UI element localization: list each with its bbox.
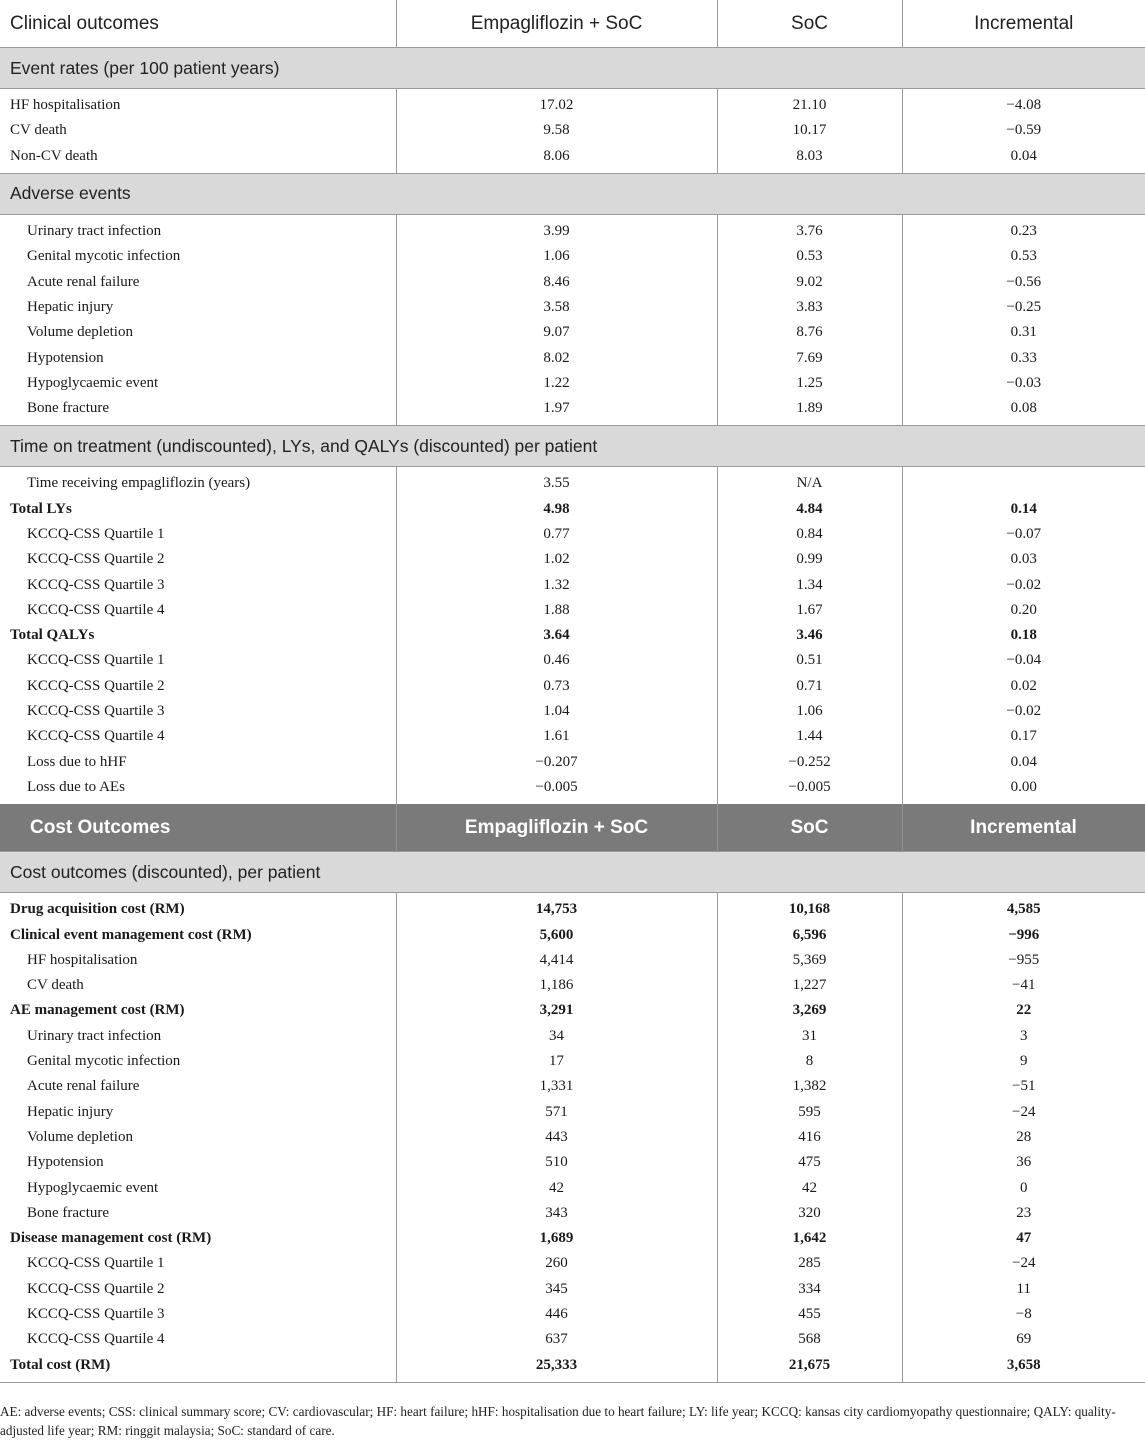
row-label: Urinary tract infection	[0, 1024, 396, 1049]
value-incremental: 0.20	[1010, 601, 1037, 618]
row-label: Time receiving empagliflozin (years)	[0, 467, 396, 497]
value-soc: 1.25	[717, 371, 902, 396]
value-incremental: −0.56	[1006, 273, 1042, 290]
value-incremental: −0.07	[1006, 526, 1042, 542]
value-soc: 0.99	[717, 547, 902, 572]
table-row	[0, 214, 1145, 244]
value-empagliflozin: 0.77	[396, 522, 717, 547]
table-row	[0, 118, 1145, 143]
row-label: Loss due to hHF	[0, 750, 396, 775]
value-empagliflozin: 14,753	[396, 893, 717, 923]
value-empagliflozin: 3.58	[396, 295, 717, 320]
table-row	[0, 724, 1145, 749]
value-incremental: −24	[1012, 1255, 1036, 1272]
row-label: KCCQ-CSS Quartile 3	[0, 699, 396, 724]
table-row	[0, 948, 1145, 973]
section-header-row	[0, 173, 1145, 214]
value-incremental: 0.02	[1010, 677, 1037, 694]
value-incremental: −0.02	[1006, 576, 1042, 593]
table-row	[0, 1049, 1145, 1074]
value-empagliflozin: 571	[396, 1100, 717, 1125]
value-empagliflozin: 637	[396, 1327, 717, 1352]
row-label: KCCQ-CSS Quartile 4	[0, 1327, 396, 1352]
cost-header-soc: SoC	[717, 804, 902, 852]
row-label: Hepatic injury	[0, 295, 396, 320]
value-soc: −0.252	[717, 750, 902, 775]
value-empagliflozin: 4.98	[396, 497, 717, 522]
value-empagliflozin: 8.06	[396, 144, 717, 174]
value-incremental: −0.03	[1006, 374, 1042, 391]
value-empagliflozin: 3.55	[396, 467, 717, 497]
value-incremental: 0	[1020, 1179, 1028, 1196]
table-row	[0, 893, 1145, 923]
value-incremental: 0.03	[1010, 551, 1037, 568]
value-empagliflozin: 1.22	[396, 371, 717, 396]
row-label: Genital mycotic infection	[0, 1049, 396, 1074]
value-empagliflozin: 0.73	[396, 674, 717, 699]
value-soc: 1,642	[717, 1226, 902, 1251]
row-label: CV death	[0, 973, 396, 998]
value-incremental: 3,658	[902, 1352, 1145, 1382]
value-incremental: 0.53	[1010, 248, 1037, 265]
value-empagliflozin: 17	[396, 1049, 717, 1074]
row-label: KCCQ-CSS Quartile 4	[0, 598, 396, 623]
table-row	[0, 1100, 1145, 1125]
row-label: Hypotension	[0, 345, 396, 370]
value-soc: 1.34	[717, 572, 902, 597]
value-empagliflozin: 1,689	[396, 1226, 717, 1251]
table-row	[0, 674, 1145, 699]
row-label: KCCQ-CSS Quartile 2	[0, 1277, 396, 1302]
value-empagliflozin: −0.005	[396, 775, 717, 804]
value-soc: 1.67	[717, 598, 902, 623]
value-incremental: 0.23	[1010, 223, 1037, 240]
value-soc: 475	[717, 1150, 902, 1175]
value-soc: 3.76	[717, 214, 902, 244]
clinical-header-incremental: Incremental	[902, 0, 1145, 48]
section-title: Adverse events	[0, 173, 1145, 214]
row-label: KCCQ-CSS Quartile 2	[0, 674, 396, 699]
value-soc: 595	[717, 1100, 902, 1125]
value-empagliflozin: 1.97	[396, 396, 717, 426]
cost-header-empagliflozin: Empagliflozin + SoC	[396, 804, 717, 852]
value-incremental: 0.18	[1010, 627, 1037, 644]
clinical-header-outcome: Clinical outcomes	[0, 0, 396, 48]
row-label: HF hospitalisation	[0, 89, 396, 119]
value-soc: 3.83	[717, 295, 902, 320]
row-label: Genital mycotic infection	[0, 244, 396, 269]
row-label: KCCQ-CSS Quartile 4	[0, 724, 396, 749]
value-empagliflozin: 1.32	[396, 572, 717, 597]
value-soc: 8.03	[717, 144, 902, 174]
table-row	[0, 922, 1145, 947]
row-label: HF hospitalisation	[0, 948, 396, 973]
value-soc: 0.53	[717, 244, 902, 269]
table-row	[0, 269, 1145, 294]
value-incremental: 69	[1016, 1331, 1032, 1348]
value-incremental: 0.17	[1010, 728, 1037, 745]
value-soc: 31	[717, 1024, 902, 1049]
value-incremental: 36	[1016, 1154, 1032, 1171]
value-empagliflozin: 4,414	[396, 948, 717, 973]
section-title: Cost outcomes (discounted), per patient	[0, 852, 1145, 893]
value-incremental: −51	[1012, 1078, 1036, 1095]
value-soc: 42	[717, 1175, 902, 1200]
table-row	[0, 775, 1145, 804]
value-soc: 1,382	[717, 1074, 902, 1099]
table-row	[0, 1352, 1145, 1382]
table-row	[0, 345, 1145, 370]
value-empagliflozin: 1.02	[396, 547, 717, 572]
table-row	[0, 1024, 1145, 1049]
value-empagliflozin: 1.06	[396, 244, 717, 269]
row-label: Hypotension	[0, 1150, 396, 1175]
section-title: Event rates (per 100 patient years)	[0, 48, 1145, 89]
value-empagliflozin: 1,186	[396, 973, 717, 998]
section-header-row	[0, 426, 1145, 467]
row-label: Total QALYs	[0, 623, 396, 648]
value-soc: 0.84	[717, 522, 902, 547]
value-soc: 10.17	[717, 118, 902, 143]
row-label: Hypoglycaemic event	[0, 1175, 396, 1200]
value-empagliflozin: 345	[396, 1277, 717, 1302]
value-soc: 1.89	[717, 396, 902, 426]
value-empagliflozin: 9.58	[396, 118, 717, 143]
value-soc: 0.51	[717, 648, 902, 673]
value-empagliflozin: 0.46	[396, 648, 717, 673]
value-soc: 0.71	[717, 674, 902, 699]
value-empagliflozin: −0.207	[396, 750, 717, 775]
table-row	[0, 750, 1145, 775]
value-soc: 416	[717, 1125, 902, 1150]
table-row	[0, 1201, 1145, 1226]
value-incremental: 0.08	[1010, 400, 1037, 417]
row-label: KCCQ-CSS Quartile 1	[0, 1251, 396, 1276]
table-row	[0, 648, 1145, 673]
value-soc: 6,596	[717, 922, 902, 947]
value-empagliflozin: 1,331	[396, 1074, 717, 1099]
value-incremental: 47	[1016, 1230, 1032, 1247]
table-row	[0, 244, 1145, 269]
table-row	[0, 547, 1145, 572]
value-incremental: 0.31	[1010, 324, 1037, 341]
row-label: KCCQ-CSS Quartile 1	[0, 648, 396, 673]
value-soc: 568	[717, 1327, 902, 1352]
value-soc: 1.06	[717, 699, 902, 724]
table-row	[0, 144, 1145, 174]
value-soc: 8.76	[717, 320, 902, 345]
table-row	[0, 396, 1145, 426]
value-soc: 9.02	[717, 269, 902, 294]
value-soc: N/A	[717, 467, 902, 497]
table-row	[0, 973, 1145, 998]
value-incremental: −0.04	[1006, 652, 1042, 669]
table-row	[0, 1302, 1145, 1327]
clinical-header-row	[0, 0, 1145, 48]
row-label: Bone fracture	[0, 396, 396, 426]
value-soc: 7.69	[717, 345, 902, 370]
value-soc: 21.10	[717, 89, 902, 119]
table-row	[0, 699, 1145, 724]
value-empagliflozin: 42	[396, 1175, 717, 1200]
value-incremental: −0.59	[1006, 122, 1042, 139]
value-empagliflozin: 343	[396, 1201, 717, 1226]
table-row	[0, 497, 1145, 522]
clinical-header-soc: SoC	[717, 0, 902, 48]
value-soc: 3,269	[717, 998, 902, 1023]
value-empagliflozin: 260	[396, 1251, 717, 1276]
value-soc: 8	[717, 1049, 902, 1074]
value-soc: 21,675	[717, 1352, 902, 1382]
value-soc: 334	[717, 1277, 902, 1302]
value-incremental: 3	[1020, 1027, 1028, 1044]
value-soc: 1,227	[717, 973, 902, 998]
value-soc: 3.46	[717, 623, 902, 648]
table-row	[0, 998, 1145, 1023]
table-footnote: AE: adverse events; CSS: clinical summary score; CV: cardiovascular; HF: heart failure; hHF: hospitalisation due to heart failure; LY: life year; KCCQ: kansas city cardiomyopathy questionnaire; QALY: quality-adjusted life year; RM: ringgit malaysia; SoC: standard of care.	[0, 1404, 1116, 1438]
table-row	[0, 295, 1145, 320]
table-row	[0, 1150, 1145, 1175]
cost-header-row	[0, 804, 1145, 852]
value-empagliflozin: 1.04	[396, 699, 717, 724]
cost-header-incremental: Incremental	[902, 804, 1145, 852]
value-empagliflozin: 443	[396, 1125, 717, 1150]
value-empagliflozin: 446	[396, 1302, 717, 1327]
value-empagliflozin: 17.02	[396, 89, 717, 119]
row-label: Total cost (RM)	[0, 1352, 396, 1382]
value-incremental: 0.04	[1010, 753, 1037, 770]
value-soc: 5,369	[717, 948, 902, 973]
value-incremental: 9	[1020, 1053, 1028, 1070]
section-title: Time on treatment (undiscounted), LYs, and QALYs (discounted) per patient	[0, 426, 1145, 467]
row-label: KCCQ-CSS Quartile 2	[0, 547, 396, 572]
table-row	[0, 623, 1145, 648]
value-empagliflozin: 3,291	[396, 998, 717, 1023]
value-incremental: 4,585	[1006, 901, 1041, 918]
table-row	[0, 320, 1145, 345]
value-incremental: 0.14	[1010, 500, 1037, 517]
value-incremental: 0.33	[1010, 349, 1037, 366]
value-soc: 4.84	[717, 497, 902, 522]
value-incremental: −0.02	[1006, 703, 1042, 720]
table-row	[0, 1125, 1145, 1150]
cost-header-outcome: Cost Outcomes	[0, 804, 396, 852]
table-row	[0, 1175, 1145, 1200]
value-incremental: −0.25	[1006, 298, 1042, 315]
value-empagliflozin: 8.02	[396, 345, 717, 370]
table-row	[0, 1251, 1145, 1276]
table-row	[0, 89, 1145, 119]
row-label: AE management cost (RM)	[0, 998, 396, 1023]
row-label: Bone fracture	[0, 1201, 396, 1226]
section-header-row	[0, 48, 1145, 89]
row-label: Non-CV death	[0, 144, 396, 174]
row-label: CV death	[0, 118, 396, 143]
value-soc: 455	[717, 1302, 902, 1327]
row-label: Disease management cost (RM)	[0, 1226, 396, 1251]
value-incremental: −8	[1015, 1306, 1032, 1323]
value-incremental	[902, 467, 1145, 497]
clinical-header-empagliflozin: Empagliflozin + SoC	[396, 0, 717, 48]
value-empagliflozin: 3.64	[396, 623, 717, 648]
row-label: Total LYs	[0, 497, 396, 522]
row-label: KCCQ-CSS Quartile 3	[0, 1302, 396, 1327]
row-label: Volume depletion	[0, 320, 396, 345]
section-header-row	[0, 852, 1145, 893]
value-empagliflozin: 25,333	[396, 1352, 717, 1382]
row-label: Volume depletion	[0, 1125, 396, 1150]
value-soc: 1.44	[717, 724, 902, 749]
value-empagliflozin: 1.61	[396, 724, 717, 749]
row-label: Acute renal failure	[0, 1074, 396, 1099]
row-label: Urinary tract infection	[0, 214, 396, 244]
value-incremental: 28	[1016, 1128, 1032, 1145]
table-row	[0, 467, 1145, 497]
row-label: Hepatic injury	[0, 1100, 396, 1125]
value-empagliflozin: 510	[396, 1150, 717, 1175]
row-label: Acute renal failure	[0, 269, 396, 294]
row-label: Hypoglycaemic event	[0, 371, 396, 396]
value-empagliflozin: 34	[396, 1024, 717, 1049]
value-empagliflozin: 3.99	[396, 214, 717, 244]
value-soc: −0.005	[717, 775, 902, 804]
table-row	[0, 1226, 1145, 1251]
value-soc: 320	[717, 1201, 902, 1226]
table-row	[0, 1074, 1145, 1099]
table-row	[0, 1277, 1145, 1302]
value-soc: 10,168	[717, 893, 902, 923]
value-incremental: 0.04	[1010, 147, 1037, 164]
value-empagliflozin: 5,600	[396, 922, 717, 947]
value-incremental: −24	[1012, 1103, 1036, 1120]
value-empagliflozin: 1.88	[396, 598, 717, 623]
row-label: KCCQ-CSS Quartile 3	[0, 572, 396, 597]
table-row	[0, 371, 1145, 396]
table-row	[0, 1327, 1145, 1352]
table-row	[0, 572, 1145, 597]
value-empagliflozin: 8.46	[396, 269, 717, 294]
value-incremental: 11	[1016, 1280, 1031, 1297]
value-empagliflozin: 9.07	[396, 320, 717, 345]
value-incremental: 22	[1016, 1002, 1032, 1019]
row-label: Clinical event management cost (RM)	[0, 922, 396, 947]
table-row	[0, 522, 1145, 547]
value-incremental: 23	[1016, 1204, 1032, 1221]
row-label: KCCQ-CSS Quartile 1	[0, 522, 396, 547]
value-soc: 285	[717, 1251, 902, 1276]
value-incremental: 0.00	[1010, 778, 1037, 795]
value-incremental: −996	[1008, 926, 1040, 943]
value-incremental: −955	[1008, 951, 1040, 968]
table-row	[0, 598, 1145, 623]
value-incremental: −41	[1012, 977, 1036, 994]
value-incremental: −4.08	[1006, 97, 1042, 114]
row-label: Loss due to AEs	[0, 775, 396, 804]
row-label: Drug acquisition cost (RM)	[0, 893, 396, 923]
